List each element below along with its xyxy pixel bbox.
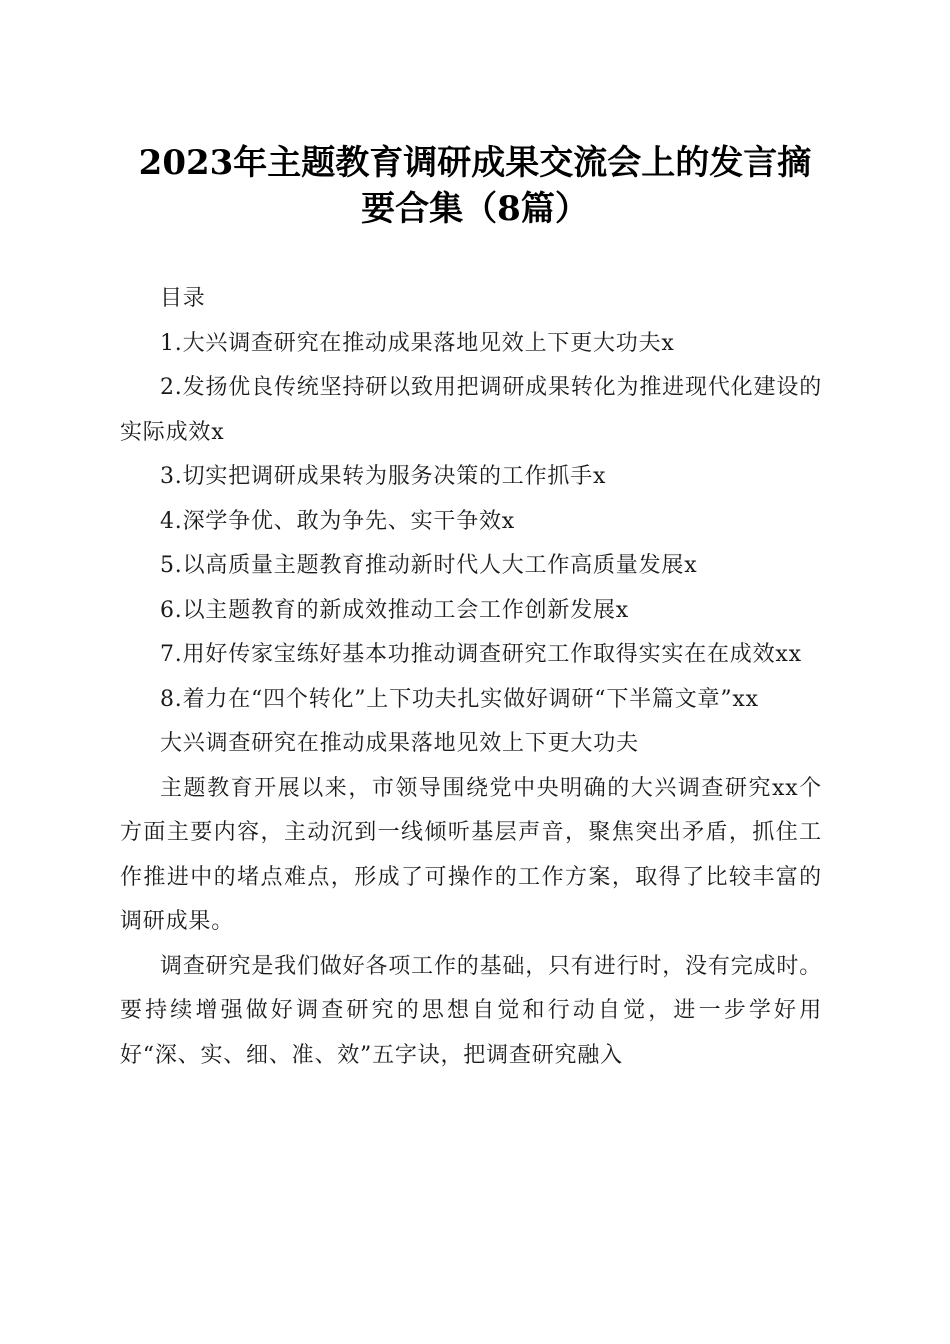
toc-item-8: 8.着力在“四个转化”上下功夫扎实做好调研“下半篇文章”xx <box>160 686 759 712</box>
toc-item-3: 3.切实把调研成果转为服务决策的工作抓手x <box>160 464 607 489</box>
title-line-1: 2023年主题教育调研成果交流会上的发言摘 <box>138 143 812 183</box>
section-heading: 大兴调查研究在推动成果落地见效上下更大功夫 <box>160 731 639 756</box>
title-line-2: 要合集（8篇） <box>361 189 589 229</box>
toc-item-4: 4.深学争优、敢为争先、实干争效x <box>160 508 515 534</box>
toc-item-2: 2.发扬优良传统坚持研以致用把调研成果转化为推进现代化建设的实际成效x <box>120 375 822 445</box>
toc-item-5: 5.以高质量主题教育推动新时代人大工作高质量发展x <box>160 553 698 578</box>
body-paragraph: 主题教育开展以来，市领导围绕党中央明确的大兴调查研究xx个方面主要内容，主动沉到一线倾听基层声音，聚焦突出矛盾，抓住工作推进中的堵点难点，形成了可操作的工作方案，取得了比较丰富的调研成果。 <box>120 775 822 934</box>
toc-item-6: 6.以主题教育的新成效推动工会工作创新发展x <box>160 597 629 623</box>
toc-item-7: 7.用好传家宝练好基本功推动调查研究工作取得实实在在成效xx <box>160 642 802 667</box>
toc-heading: 目录 <box>160 286 206 311</box>
document-body <box>120 277 822 1078</box>
body-paragraph: 调查研究是我们做好各项工作的基础，只有进行时，没有完成时。要持续增强做好调查研究的思想自觉和行动自觉，进一步学好用好“深、实、细、准、效”五字诀，把调查研究融入 <box>120 953 822 1068</box>
document-title <box>100 140 850 232</box>
toc-item-1: 1.大兴调查研究在推动成果落地见效上下更大功夫x <box>160 330 675 356</box>
